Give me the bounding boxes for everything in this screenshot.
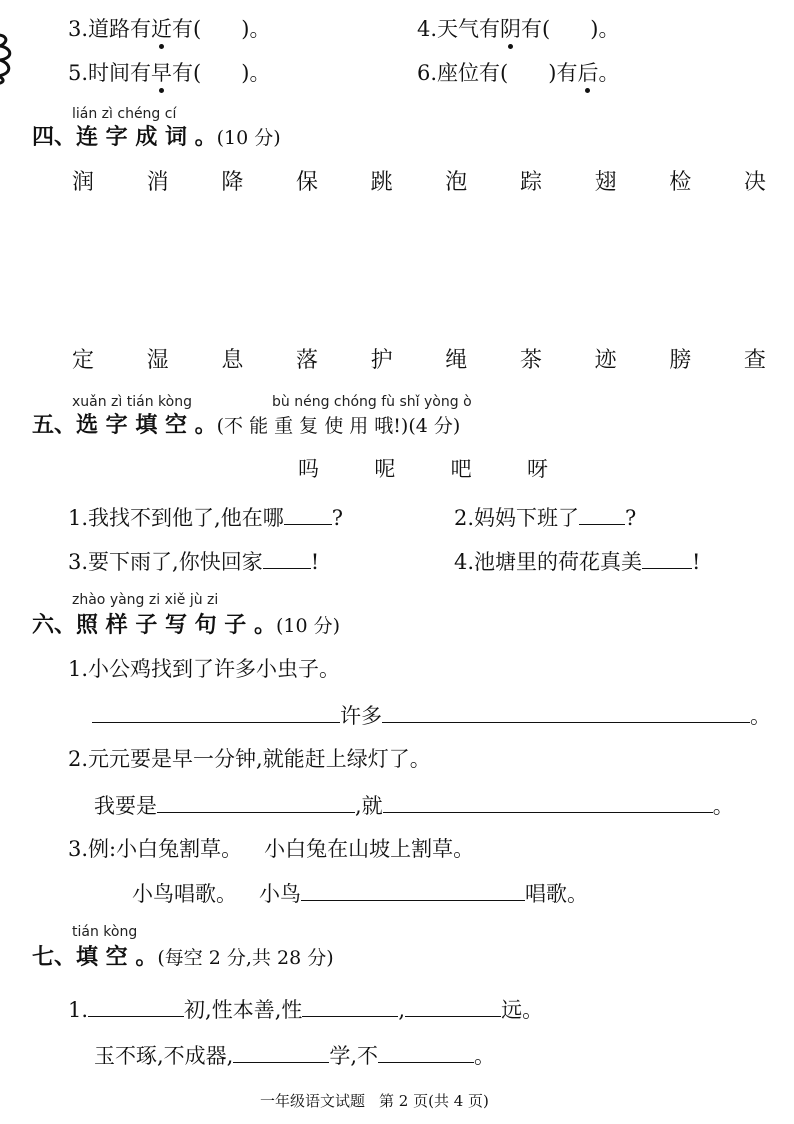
margin-ornament (0, 30, 22, 86)
answer-blank[interactable] (88, 996, 184, 1017)
char: 消 (146, 170, 169, 195)
answer-blank[interactable] (301, 880, 525, 901)
section6-q1: 1.小公鸡找到了许多小虫子。 (68, 657, 341, 681)
option: 呀 (526, 457, 548, 481)
answer-blank[interactable] (383, 792, 713, 813)
section5-pinyin: xuǎn zì tián kòng (72, 394, 192, 410)
antonym-q6: 6.座位有( )有后。 (417, 61, 620, 85)
answer-blank[interactable] (263, 548, 311, 569)
char: 息 (221, 348, 244, 373)
section5-q3: 3.要下雨了,你快回家 ! (68, 550, 320, 574)
char: 湿 (146, 348, 169, 373)
answer-blank[interactable] (92, 702, 340, 723)
answer-blank[interactable] (302, 996, 398, 1017)
char: 迹 (594, 348, 617, 373)
section5-options (298, 456, 548, 482)
section6-q2: 2.元元要是早一分钟,就能赶上绿灯了。 (68, 747, 431, 771)
section6-pinyin: zhào yàng zi xiě jù zi (72, 592, 219, 608)
antonym-q3: 3.道路有近有( )。 (68, 17, 271, 41)
answer-blank[interactable] (233, 1042, 329, 1063)
section7-q2: 玉不琢,不成器, 学,不 。 (94, 1044, 496, 1068)
section5-q2: 2.妈妈下班了 ? (454, 506, 637, 530)
section4-pinyin: lián zì chéng cí (72, 106, 177, 122)
answer-blank[interactable] (382, 702, 750, 723)
section7-q1: 1. 初,性本善,性 , 远。 (68, 998, 544, 1022)
char: 定 (72, 348, 95, 373)
option: 吗 (298, 457, 319, 481)
section4-heading: 四、连 字 成 词 。(10 分) (32, 124, 281, 150)
section6-q3: 3.例:小白兔割草。 小白兔在山坡上割草。 (68, 837, 475, 861)
section5-heading: 五、选 字 填 空 。(不 能 重 复 使 用 哦!)(4 分) (32, 412, 461, 438)
char: 膀 (669, 348, 692, 373)
answer-blank[interactable] (642, 548, 692, 569)
section7-heading: 七、填 空 。(每空 2 分,共 28 分) (32, 944, 334, 970)
option: 吧 (450, 457, 472, 481)
char: 降 (221, 170, 244, 195)
antonym-q5: 5.时间有早有( )。 (68, 61, 271, 85)
char: 决 (743, 170, 766, 195)
section4-row1 (72, 170, 766, 196)
option: 呢 (374, 457, 396, 481)
answer-blank[interactable] (405, 996, 501, 1017)
antonym-q4: 4.天气有阴有( )。 (417, 17, 620, 41)
char: 护 (370, 348, 393, 373)
section5-note-pinyin: bù néng chóng fù shǐ yòng ò (272, 394, 472, 410)
section4-row2 (72, 348, 766, 374)
page-footer (260, 1090, 489, 1111)
char: 检 (669, 170, 692, 195)
answer-blank[interactable] (284, 504, 332, 525)
char: 保 (295, 170, 318, 195)
page-number: 第 2 页(共 4 页) (379, 1092, 489, 1110)
section6-q2-answer: 我要是 ,就 。 (94, 794, 734, 818)
char: 跳 (370, 170, 393, 195)
answer-blank[interactable] (157, 792, 355, 813)
answer-blank[interactable] (378, 1042, 474, 1063)
char: 查 (743, 348, 766, 373)
section5-q4: 4.池塘里的荷花真美 ! (454, 550, 701, 574)
section6-q3-answer: 小鸟唱歌。 小鸟 唱歌。 (132, 882, 588, 906)
section7-pinyin: tián kòng (72, 924, 138, 940)
char: 踪 (519, 170, 542, 195)
section5-q1: 1.我找不到他了,他在哪 ? (68, 506, 343, 530)
char: 泡 (445, 170, 468, 195)
char: 落 (295, 348, 318, 373)
char: 绳 (445, 348, 468, 373)
footer-title: 一年级语文试题 (260, 1092, 366, 1110)
char: 翅 (594, 170, 617, 195)
section6-q1-answer: 许多 。 (92, 702, 771, 729)
char: 茶 (519, 348, 542, 373)
answer-blank[interactable] (579, 504, 625, 525)
section6-heading: 六、照 样 子 写 句 子 。(10 分) (32, 612, 341, 638)
char: 润 (72, 170, 95, 195)
